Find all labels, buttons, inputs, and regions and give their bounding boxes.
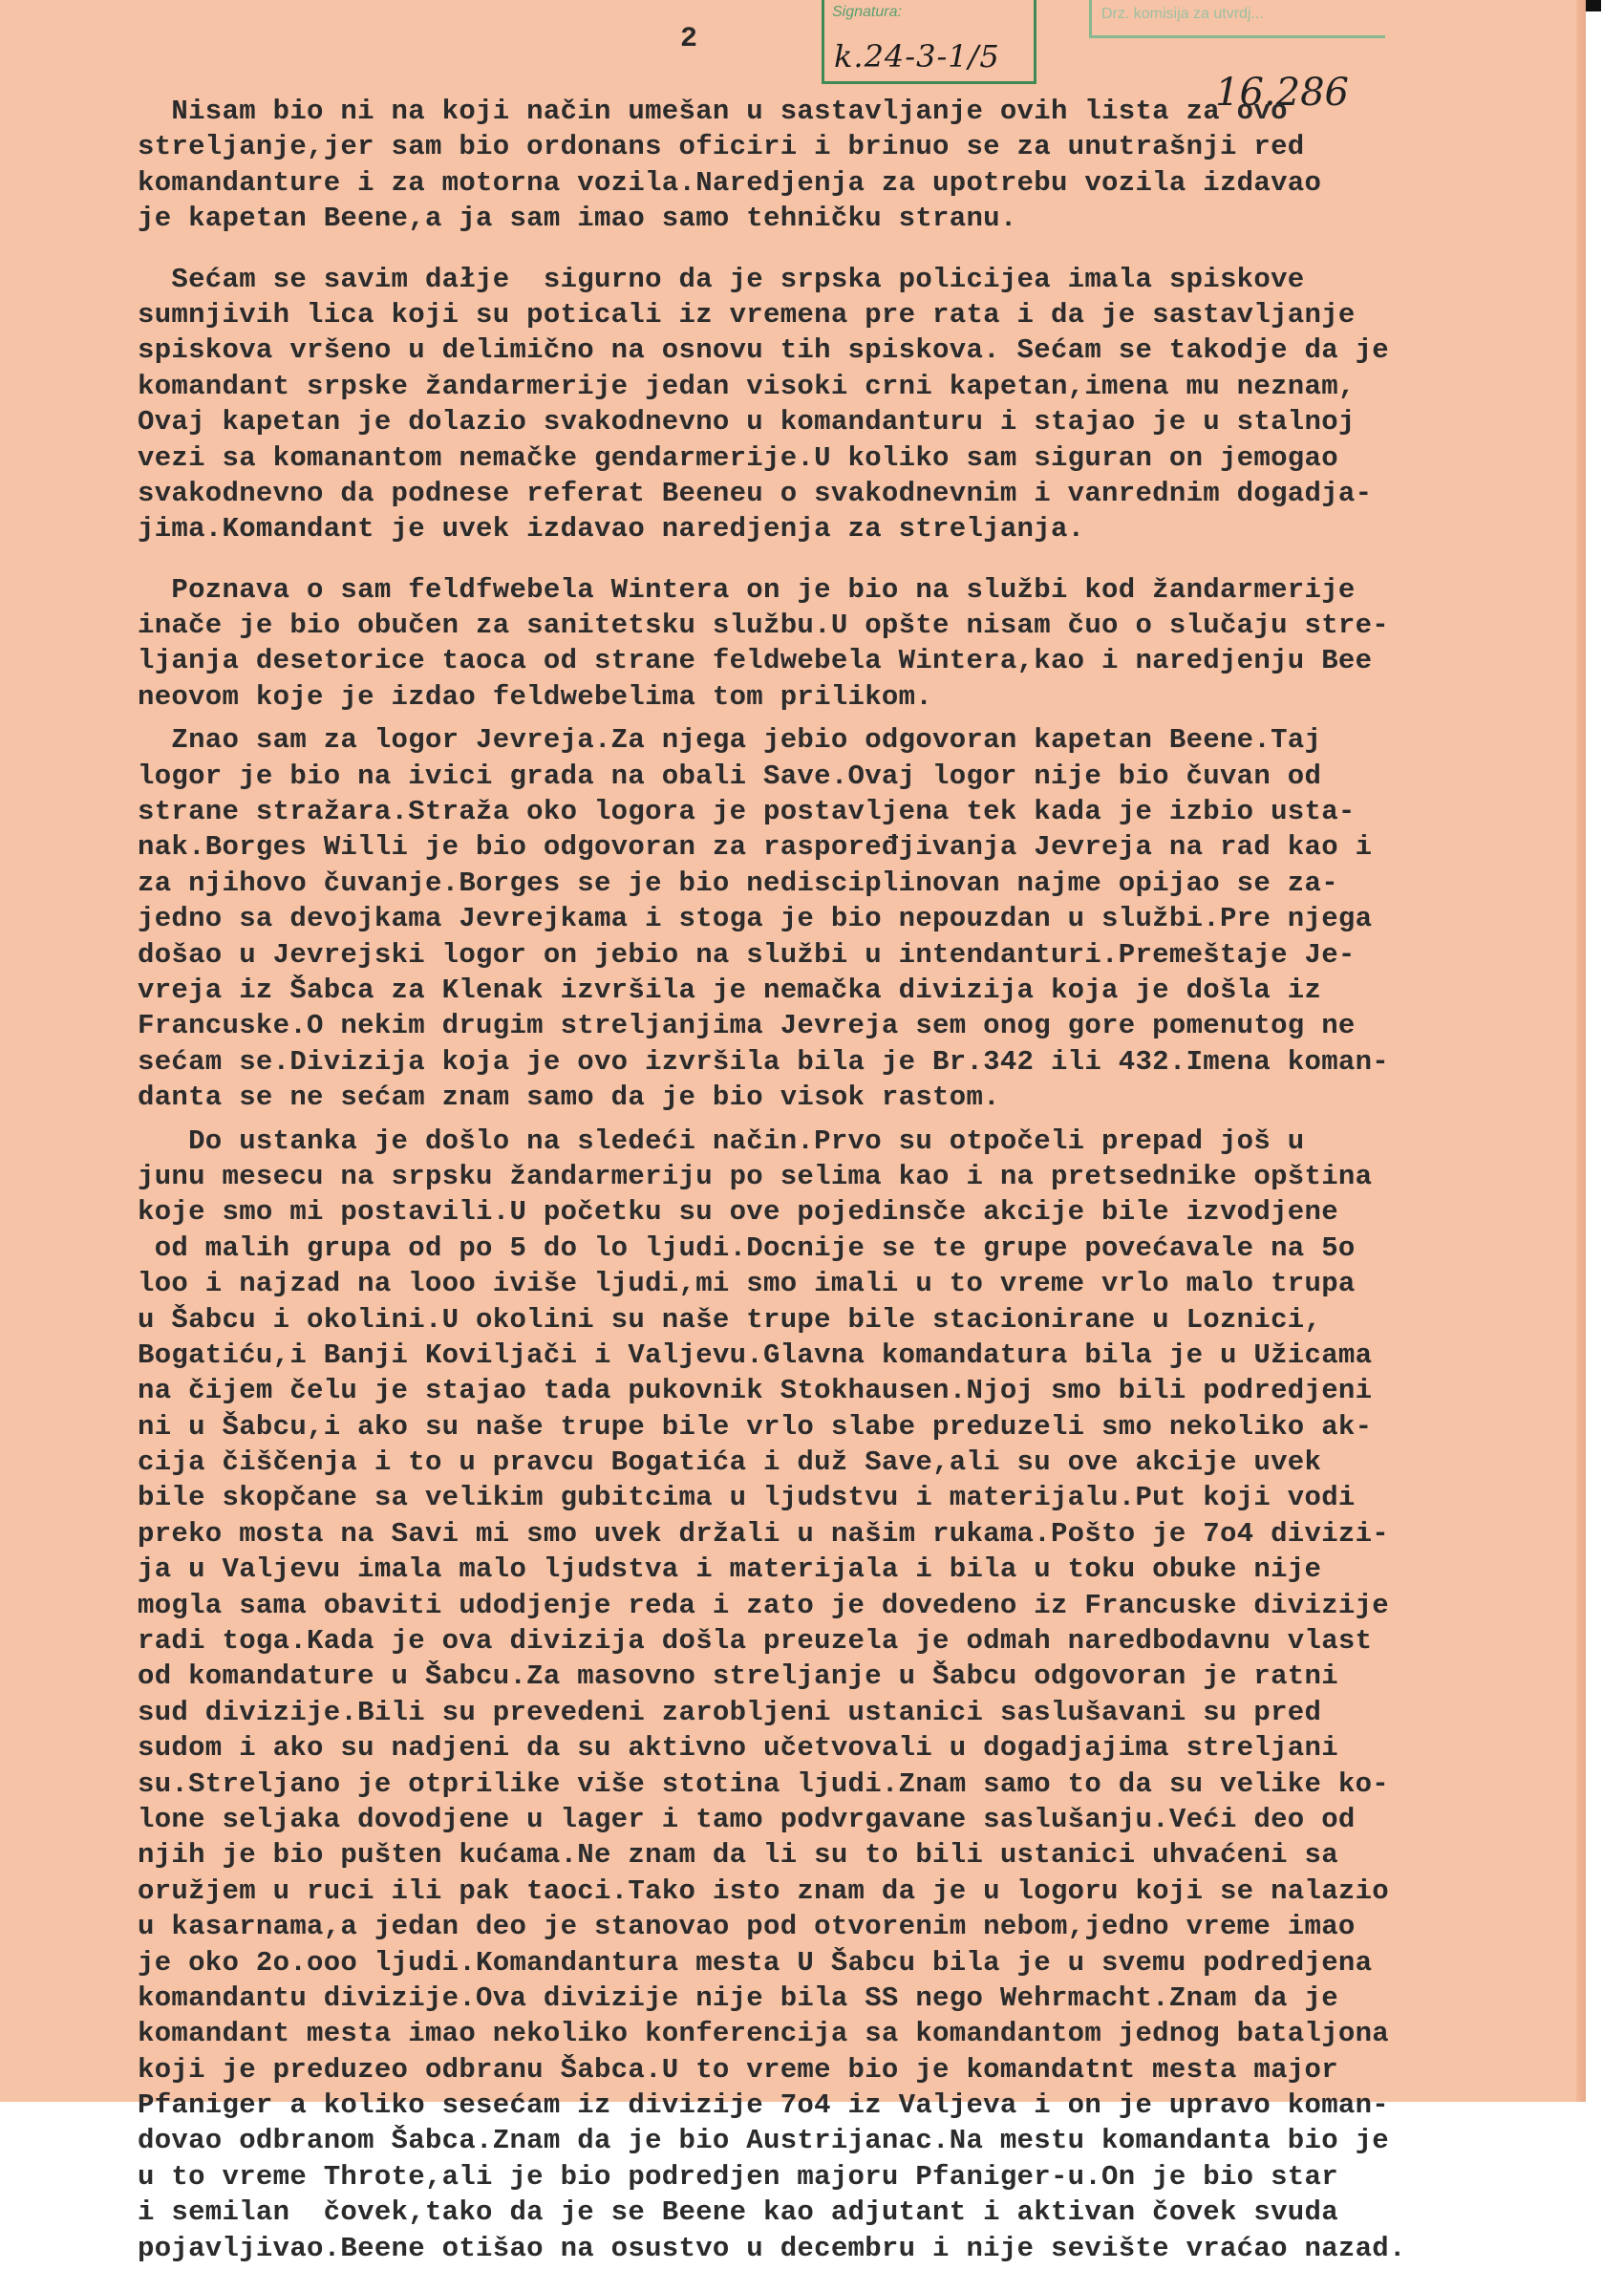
text-line: Francuske.O nekim drugim streljanjima Jevreja sem onog gore pomenutog ne	[138, 1010, 1356, 1042]
text-line: junu mesecu na srpsku žandarmeriju po selima kao i na pretsednike opština	[138, 1160, 1373, 1192]
text-line: spiskova vršeno u delimično na osnovu tih spiskova. Sećam se takodje da je	[138, 334, 1390, 367]
folio-number: 16.286	[1215, 71, 1349, 115]
paragraph	[138, 94, 1571, 237]
text-line: bile skopčane sa velikim gubitcima u ljudstvu i materijalu.Put koji vodi	[138, 1482, 1356, 1514]
text-line: neovom koje je izdao feldwebelima tom prilikom.	[138, 680, 933, 713]
text-line: komandant srpske žandarmerije jedan visoki crni kapetan,imena mu neznam,	[138, 370, 1356, 402]
text-line: komandantu divizije.Ova divizije nije bila SS nego Wehrmacht.Znam da je	[138, 1981, 1338, 2014]
text-line: lone seljaka dovodjene u lager i tamo podvrgavane saslušanju.Veći deo od	[138, 1803, 1356, 1835]
paragraph	[138, 262, 1571, 547]
text-line: Sećam se savim dałje sigurno da je srpska policijea imala spiskove	[138, 263, 1305, 295]
stamp-signature-value: k.24-3-1/5	[834, 38, 1000, 75]
text-line: preko mosta na Savi mi smo uvek držali u našim rukama.Pošto je 7o4 divizi-	[138, 1517, 1390, 1550]
text-line: radi toga.Kada je ova divizija došla preuzela je odmah naredbodavnu vlast	[138, 1625, 1373, 1658]
signature-stamp	[822, 0, 1036, 84]
commission-stamp-text: Drz. komisija za utvrdj...	[1101, 6, 1264, 22]
text-line: koje smo mi postavili.U početku su ove pojedinsče akcije bile izvodjene	[138, 1196, 1338, 1229]
text-line: u Šabcu i okolini.U okolini su naše trupe bile stacionirane u Loznici,	[138, 1303, 1322, 1336]
scan-margin	[1586, 0, 1624, 2102]
text-line: je kapetan Beene,a ja sam imao samo tehničku stranu.	[138, 203, 1017, 235]
text-line: ljanja desetorice taoca od strane feldwebela Wintera,kao i naredjenju Bee	[138, 645, 1373, 677]
text-line: sud divizije.Bili su prevedeni zarobljeni ustanici saslušavani su pred	[138, 1696, 1322, 1728]
text-line: svakodnevno da podnese referat Beeneu o svakodnevnim i vanrednim dogadja-	[138, 477, 1373, 509]
scan-corner	[1586, 0, 1601, 11]
text-line: pojavljivao.Beene otišao na osustvo u decembru i nije sevište vraćao nazad.	[138, 2232, 1406, 2264]
text-line: njih je bio pušten kućama.Ne znam da li su to bili ustanici uhvaćeni sa	[138, 1839, 1338, 1872]
text-line: sudom i ako su nadjeni da su aktivno učetvovali u dogadjajima streljani	[138, 1732, 1338, 1765]
text-line: došao u Jevrejski logor on jebio na službi u intendanturi.Premeštaje Je-	[138, 938, 1356, 971]
text-line: vezi sa komanantom nemačke gendarmerije.U koliko sam siguran on jemogao	[138, 441, 1338, 474]
text-line: komandant mesta imao nekoliko konferencija sa komandantom jednog bataljona	[138, 2018, 1390, 2050]
text-line: danta se ne sećam znam samo da je bio visok rastom.	[138, 1081, 1000, 1114]
text-line: Do ustanka je došlo na sledeći način.Prvo su otpočeli prepad još u	[138, 1124, 1305, 1157]
text-line: Poznava o sam feldfwebela Wintera on je bio na službi kod žandarmerije	[138, 573, 1356, 606]
text-line: za njihovo čuvanje.Borges se je bio nedisciplinovan najme opijao se za-	[138, 867, 1338, 899]
text-line: u to vreme Throte,ali je bio podredjen majoru Pfaniger-u.On je bio star	[138, 2160, 1338, 2193]
text-line: i semilan čovek,tako da je se Beene kao adjutant i aktivan čovek svuda	[138, 2196, 1338, 2229]
text-line: sumnjivih lica koji su poticali iz vremena pre rata i da je sastavljanje	[138, 298, 1356, 331]
text-line: nak.Borges Willi je bio odgovoran za raspoređjivanja Jevreja na rad kao i	[138, 831, 1373, 864]
text-line: jima.Komandant je uvek izdavao naredjenja za streljanja.	[138, 513, 1085, 546]
text-line: sećam se.Divizija koja je ovo izvršila bila je Br.342 ili 432.Imena koman-	[138, 1045, 1390, 1078]
text-line: Nisam bio ni na koji način umešan u sastavljanje ovih lista za ovo	[138, 96, 1288, 127]
text-line: Bogatiću,i Banji Koviljači i Valjevu.Glavna komandatura bila je u Užicama	[138, 1338, 1373, 1371]
paragraph	[138, 722, 1571, 1115]
commission-stamp	[1089, 0, 1385, 38]
text-line: cija čiščenja i to u pravcu Bogatića i duž Save,ali su ove akcije uvek	[138, 1446, 1322, 1479]
text-line: od komandature u Šabcu.Za masovno streljanje u Šabcu odgovoran je ratni	[138, 1660, 1338, 1693]
text-line: Znao sam za logor Jevreja.Za njega jebio odgovoran kapetan Beene.Taj	[138, 724, 1322, 757]
paragraph	[138, 1124, 1571, 2267]
text-line: komandanture i za motorna vozila.Naredjenja za upotrebu vozila izdavao	[138, 166, 1322, 199]
text-line: jedno sa devojkama Jevrejkama i stoga je bio nepouzdan u službi.Pre njega	[138, 903, 1373, 935]
text-line: Ovaj kapetan je dolazio svakodnevno u komandanturu i stajao je u stalnoj	[138, 406, 1356, 439]
text-line: inače je bio obučen za sanitetsku službu.U opšte nisam čuo o slučaju stre-	[138, 610, 1390, 642]
text-line: je oko 2o.ooo ljudi.Komandantura mesta U Šabcu bila je u svemu podredjena	[138, 1946, 1373, 1979]
text-line: oružjem u ruci ili pak taoci.Tako isto znam da je u logoru koji se nalazio	[138, 1874, 1390, 1907]
typewritten-body	[138, 94, 1571, 2291]
text-line: dovao odbranom Šabca.Znam da je bio Austrijanac.Na mestu komandanta bio je	[138, 2125, 1390, 2157]
text-line: na čijem čelu je stajao tada pukovnik Stokhausen.Njoj smo bili podredjeni	[138, 1375, 1373, 1407]
paragraph	[138, 572, 1571, 716]
text-line: Pfaniger a koliko sesećam iz divizije 7o4 iz Valjeva i on je upravo koman-	[138, 2089, 1390, 2122]
text-line: su.Streljano je otprilike više stotina ljudi.Znam samo to da su velike ko-	[138, 1767, 1390, 1800]
text-line: od malih grupa od po 5 do lo ljudi.Docnije se te grupe povećavale na 5o	[138, 1231, 1356, 1264]
text-line: loo i najzad na looo iviše ljudi,mi smo imali u to vreme vrlo malo trupa	[138, 1268, 1356, 1300]
text-line: strane stražara.Straža oko logora je postavljena tek kada je izbio usta-	[138, 796, 1356, 828]
stamp-label: Signatura:	[832, 4, 902, 20]
text-line: ja u Valjevu imala malo ljudstva i materijala i bila u toku obuke nije	[138, 1553, 1322, 1586]
text-line: ni u Šabcu,i ako su naše trupe bile vrlo slabe preduzeli smo nekoliko ak-	[138, 1410, 1373, 1443]
text-line: koji je preduzeo odbranu Šabca.U to vreme bio je komandatnt mesta major	[138, 2053, 1338, 2086]
text-line: streljanje,jer sam bio ordonans oficiri i brinuo se za unutrašnji red	[138, 131, 1305, 163]
text-line: vreja iz Šabca za Klenak izvršila je nemačka divizija koja je došla iz	[138, 974, 1322, 1006]
text-line: mogla sama obaviti udodjenje reda i zato je dovedeno iz Francuske divizije	[138, 1589, 1390, 1621]
text-line: u kasarnama,a jedan deo je stanovao pod otvorenim nebom,jedno vreme imao	[138, 1911, 1356, 1943]
page-number: 2	[680, 23, 698, 55]
text-line: logor je bio na ivici grada na obali Save.Ovaj logor nije bio čuvan od	[138, 760, 1322, 792]
